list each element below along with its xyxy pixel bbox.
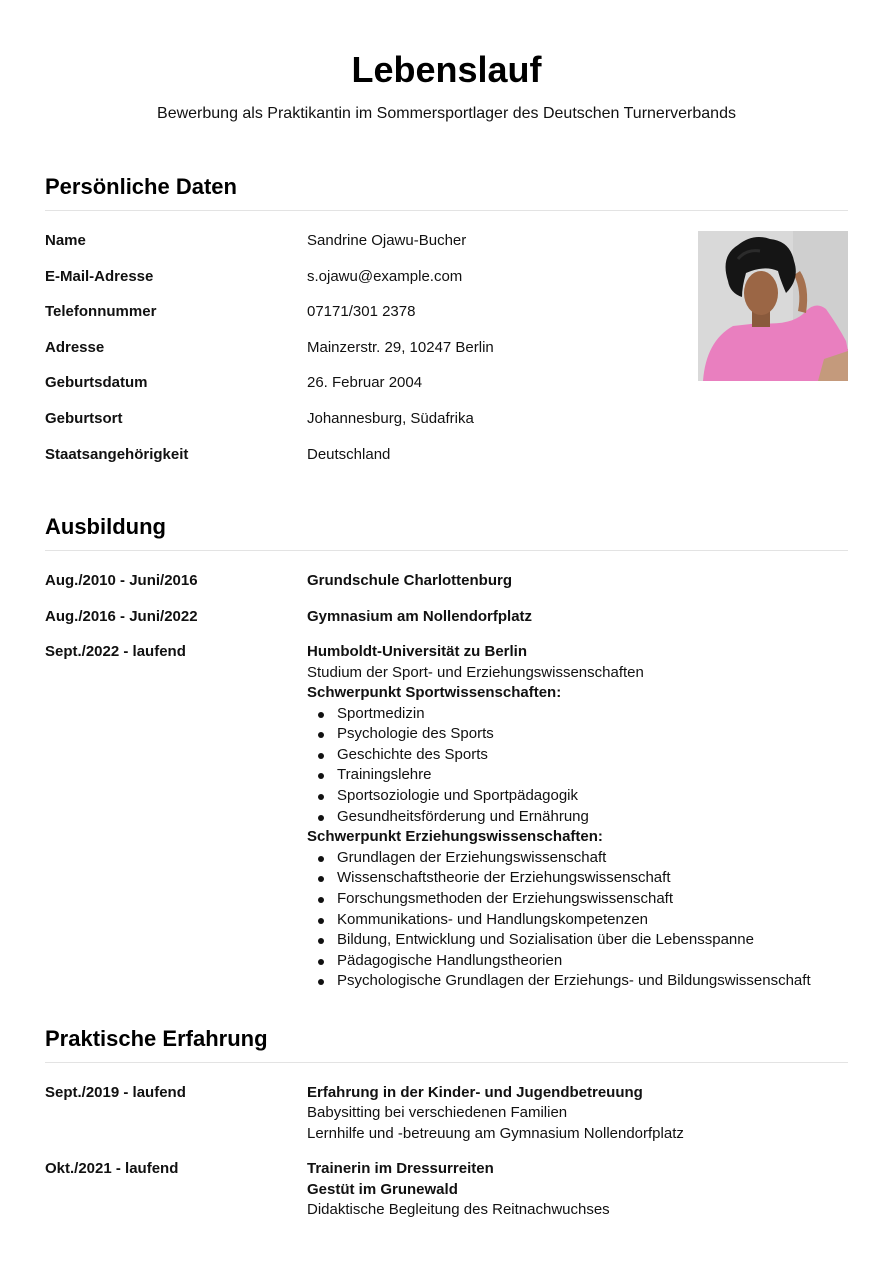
personal-value: Sandrine Ojawu-Bucher	[307, 232, 467, 249]
education-entry	[45, 642, 848, 992]
experience-details	[307, 1159, 848, 1221]
personal-label: Staatsangehörigkeit	[45, 445, 189, 463]
focus-list-education	[307, 848, 848, 992]
experience-line: Babysitting bei verschiedenen Familien	[307, 1104, 568, 1122]
experience-entry	[45, 1083, 848, 1145]
portrait-icon	[698, 231, 848, 381]
experience-entry	[45, 1159, 848, 1221]
list-item: Kommunikations- und Handlungskompetenzen	[337, 910, 848, 931]
experience-date: Okt./2021 - laufend	[45, 1160, 179, 1178]
personal-row-nationality	[45, 445, 848, 481]
personal-data-list	[45, 231, 848, 480]
personal-label: Adresse	[45, 338, 105, 356]
list-item: Sportmedizin	[337, 704, 848, 725]
focus-list-sport	[307, 704, 848, 828]
education-date: Sept./2022 - laufend	[45, 643, 186, 661]
education-title: Gymnasium am Nollendorfplatz	[307, 607, 533, 625]
personal-label: Telefonnummer	[45, 303, 157, 321]
experience-line: Lernhilfe und -betreuung am Gymnasium Nollendorfplatz	[307, 1124, 684, 1142]
list-item: Psychologie des Sports	[337, 724, 848, 745]
personal-value: s.ojawu@example.com	[307, 267, 463, 285]
experience-line: Didaktische Begleitung des Reitnachwuchses	[307, 1201, 610, 1219]
experience-title: Erfahrung in der Kinder- und Jugendbetreuung	[307, 1083, 643, 1101]
experience-details	[307, 1083, 848, 1145]
personal-label: Name	[45, 232, 86, 249]
section-heading-personal: Persönliche Daten	[45, 174, 848, 211]
list-item: Geschichte des Sports	[337, 745, 848, 766]
experience-employer: Gestüt im Grunewald	[307, 1180, 458, 1198]
personal-label: Geburtsort	[45, 409, 123, 427]
list-item: Forschungsmethoden der Erziehungswissenschaft	[337, 889, 848, 910]
list-item: Bildung, Entwicklung und Sozialisation über die Lebensspanne	[337, 930, 848, 951]
personal-value: 26. Februar 2004	[307, 374, 423, 392]
experience-date: Sept./2019 - laufend	[45, 1083, 186, 1101]
list-item: Psychologische Grundlagen der Erziehungs- und Bildungswissenschaft	[337, 971, 848, 992]
page-subtitle: Bewerbung als Praktikantin im Sommersportlager des Deutschen Turnerverbands	[157, 105, 736, 122]
education-list	[45, 571, 848, 992]
education-title: Grundschule Charlottenburg	[307, 572, 513, 590]
list-item: Pädagogische Handlungstheorien	[337, 951, 848, 972]
list-item: Wissenschaftstheorie der Erziehungswissenschaft	[337, 868, 848, 889]
list-item: Trainingslehre	[337, 765, 848, 786]
education-details	[307, 642, 848, 992]
portrait-photo	[698, 231, 848, 381]
personal-label: E-Mail-Adresse	[45, 267, 154, 285]
focus-heading-sport: Schwerpunkt Sportwissenschaften:	[307, 684, 562, 702]
education-date: Aug./2016 - Juni/2022	[45, 607, 198, 625]
personal-value: Johannesburg, Südafrika	[307, 409, 474, 427]
experience-title: Trainerin im Dressurreiten	[307, 1160, 494, 1178]
section-heading-experience: Praktische Erfahrung	[45, 1026, 848, 1063]
education-entry	[45, 571, 848, 592]
personal-row-birthplace	[45, 409, 848, 445]
list-item: Sportsoziologie und Sportpädagogik	[337, 786, 848, 807]
education-date: Aug./2010 - Juni/2016	[45, 572, 198, 590]
list-item: Gesundheitsförderung und Ernährung	[337, 807, 848, 828]
personal-label: Geburtsdatum	[45, 374, 148, 392]
education-title: Humboldt-Universität zu Berlin	[307, 643, 528, 661]
personal-value: 07171/301 2378	[307, 303, 416, 321]
list-item: Grundlagen der Erziehungswissenschaft	[337, 848, 848, 869]
experience-list	[45, 1083, 848, 1221]
personal-value: Mainzerstr. 29, 10247 Berlin	[307, 338, 494, 356]
education-subtitle: Studium der Sport- und Erziehungswissenschaften	[307, 663, 644, 681]
focus-heading-education: Schwerpunkt Erziehungswissenschaften:	[307, 828, 603, 846]
section-heading-education: Ausbildung	[45, 514, 848, 551]
personal-value: Deutschland	[307, 445, 391, 463]
page-title: Lebenslauf	[351, 49, 542, 90]
education-entry	[45, 607, 848, 628]
